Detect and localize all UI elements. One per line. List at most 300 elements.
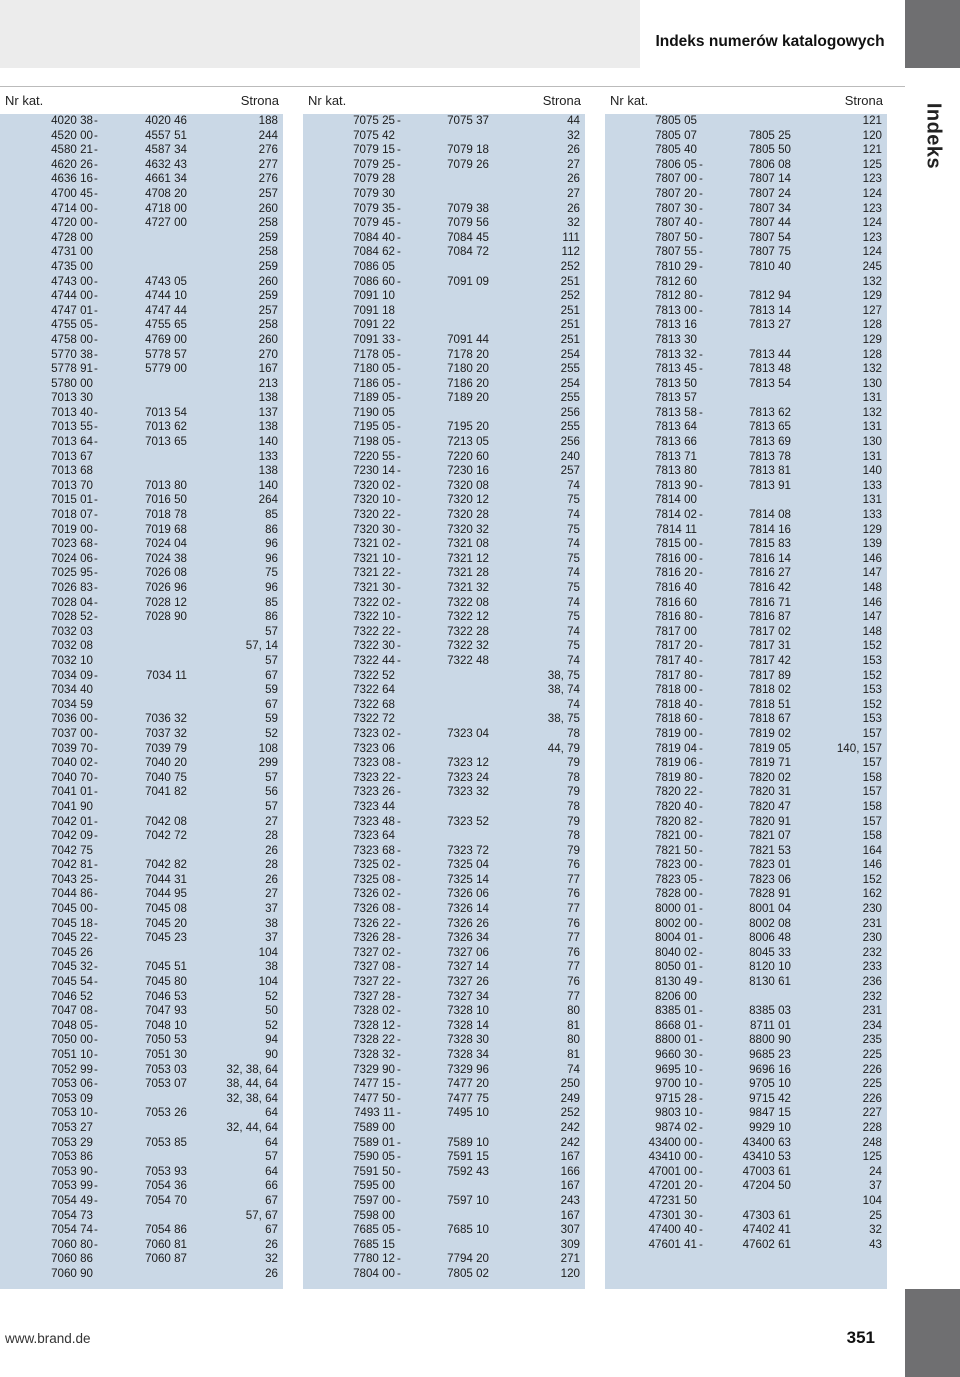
index-row (0, 1267, 283, 1282)
range-separator: - (699, 1106, 703, 1120)
catalog-number-start: 7042 81 (51, 858, 93, 872)
index-row (303, 960, 585, 975)
index-row (303, 304, 585, 319)
catalog-number-end: 7813 54 (749, 376, 791, 390)
catalog-number-start: 7043 25 (51, 872, 93, 886)
index-row (605, 552, 887, 567)
page-reference: 27 (265, 814, 278, 828)
index-row (0, 712, 283, 727)
index-row (0, 581, 283, 596)
page-reference: 260 (258, 201, 278, 215)
range-separator: - (397, 1077, 401, 1091)
index-row (605, 479, 887, 494)
range-separator: - (699, 858, 703, 872)
page-reference: 75 (567, 522, 580, 536)
page-reference: 75 (567, 639, 580, 653)
index-row (605, 114, 887, 129)
catalog-number-start: 47301 30 (648, 1208, 697, 1222)
page-reference: 124 (862, 245, 882, 259)
catalog-number-start: 7813 00 (655, 303, 697, 317)
catalog-number-end: 7322 32 (447, 639, 489, 653)
page-reference: 139 (862, 537, 882, 551)
index-row (0, 946, 283, 961)
page-reference: 129 (862, 289, 882, 303)
catalog-number-end: 7813 48 (749, 362, 791, 376)
index-row (605, 158, 887, 173)
page-reference: 76 (567, 916, 580, 930)
index-row (0, 508, 283, 523)
catalog-number-end: 7189 20 (447, 391, 489, 405)
catalog-number-end: 7328 30 (447, 1033, 489, 1047)
catalog-number-end: 7013 62 (145, 420, 187, 434)
page-reference: 162 (862, 887, 882, 901)
catalog-number-start: 8206 00 (655, 989, 697, 1003)
range-separator: - (397, 157, 401, 171)
page-reference: 213 (258, 376, 278, 390)
index-row (605, 406, 887, 421)
catalog-number-start: 7591 50 (353, 1164, 395, 1178)
catalog-number-start: 7817 40 (655, 653, 697, 667)
index-row (303, 1223, 585, 1238)
range-separator: - (94, 668, 98, 682)
page-reference: 234 (862, 1018, 882, 1032)
page-reference: 132 (862, 274, 882, 288)
index-row (303, 654, 585, 669)
catalog-number-end: 5779 00 (145, 362, 187, 376)
range-separator: - (699, 1164, 703, 1178)
catalog-number-end: 8711 01 (749, 1018, 791, 1032)
column-header-page: Strona (844, 93, 883, 108)
index-row (605, 1136, 887, 1151)
index-row (605, 829, 887, 844)
catalog-number-start: 7025 95 (51, 566, 93, 580)
index-row (605, 771, 887, 786)
catalog-number-end: 7079 38 (447, 201, 489, 215)
page-reference: 75 (567, 581, 580, 594)
page-reference: 148 (862, 624, 882, 638)
index-row (0, 1048, 283, 1063)
index-row (0, 1077, 283, 1092)
page-reference: 57 (265, 624, 278, 638)
page-reference: 75 (567, 551, 580, 565)
index-row (303, 420, 585, 435)
catalog-number-end: 7047 93 (145, 1004, 187, 1018)
page-reference: 167 (258, 362, 278, 376)
catalog-number-end: 7328 14 (447, 1018, 489, 1032)
catalog-number-end: 9847 15 (749, 1106, 791, 1120)
index-row (0, 362, 283, 377)
page-reference: 79 (567, 785, 580, 799)
index-row (303, 566, 585, 581)
index-row (0, 800, 283, 815)
page-reference: 270 (258, 347, 278, 361)
index-row (605, 143, 887, 158)
page-reference: 264 (258, 493, 278, 507)
range-separator: - (94, 186, 98, 200)
index-row (0, 202, 283, 217)
catalog-number-end: 7818 02 (749, 683, 791, 697)
index-row (0, 1194, 283, 1209)
index-row (303, 698, 585, 713)
page-reference: 25 (869, 1208, 882, 1222)
page-reference: 44 (567, 114, 580, 127)
catalog-number-start: 8668 01 (655, 1018, 697, 1032)
index-row (605, 523, 887, 538)
catalog-number-start: 7813 45 (655, 362, 697, 376)
index-row (605, 596, 887, 611)
page-reference: 86 (265, 522, 278, 536)
catalog-number-end: 4744 10 (145, 289, 187, 303)
catalog-number-start: 7813 64 (655, 420, 697, 434)
catalog-number-end: 7050 53 (145, 1033, 187, 1047)
index-row (0, 406, 283, 421)
catalog-number-start: 7819 00 (655, 726, 697, 740)
index-row (303, 581, 585, 596)
range-separator: - (94, 143, 98, 157)
index-row (0, 304, 283, 319)
page-reference: 243 (560, 1193, 580, 1207)
range-separator: - (397, 347, 401, 361)
index-row (303, 1048, 585, 1063)
page-reference: 67 (265, 697, 278, 711)
page-reference: 74 (567, 1062, 580, 1076)
index-row (0, 1063, 283, 1078)
range-separator: - (699, 785, 703, 799)
catalog-number-start: 7323 26 (353, 785, 395, 799)
catalog-number-end: 7805 02 (447, 1266, 489, 1280)
catalog-number-start: 7195 05 (353, 420, 395, 434)
page-reference: 257 (560, 464, 580, 478)
catalog-number-end: 7813 78 (749, 449, 791, 463)
catalog-number-start: 7053 90 (51, 1164, 93, 1178)
catalog-number-end: 7807 44 (749, 216, 791, 230)
range-separator: - (94, 216, 98, 230)
page-reference: 259 (258, 289, 278, 303)
range-separator: - (397, 449, 401, 463)
catalog-number-end: 7592 43 (447, 1164, 489, 1178)
index-row (303, 348, 585, 363)
catalog-number-start: 7328 12 (353, 1018, 395, 1032)
catalog-number-start: 7320 30 (353, 522, 395, 536)
catalog-number-end: 7325 14 (447, 872, 489, 886)
page-reference: 140, 157 (836, 741, 882, 755)
catalog-number-start: 4520 00 (51, 128, 93, 142)
index-row (0, 158, 283, 173)
catalog-number-start: 7477 50 (353, 1091, 395, 1105)
catalog-number-start: 7816 40 (655, 581, 697, 594)
index-row (605, 435, 887, 450)
range-separator: - (699, 931, 703, 945)
range-separator: - (397, 1150, 401, 1164)
catalog-number-start: 7323 06 (353, 741, 395, 755)
catalog-number-start: 7326 02 (353, 887, 395, 901)
range-separator: - (94, 1223, 98, 1237)
catalog-number-end: 9929 10 (749, 1120, 791, 1134)
range-separator: - (94, 420, 98, 434)
page-reference: 78 (567, 799, 580, 813)
index-row (605, 625, 887, 640)
page-reference: 129 (862, 332, 882, 346)
catalog-number-end: 7053 26 (145, 1106, 187, 1120)
catalog-number-end: 7810 40 (749, 259, 791, 273)
range-separator: - (397, 551, 401, 565)
page-reference: 245 (862, 259, 882, 273)
catalog-number-start: 7091 10 (353, 289, 395, 303)
range-separator: - (699, 1004, 703, 1018)
catalog-number-end: 9705 10 (749, 1077, 791, 1091)
page-reference: 166 (560, 1164, 580, 1178)
catalog-number-end: 7084 72 (447, 245, 489, 259)
catalog-number-end: 7477 75 (447, 1091, 489, 1105)
index-row (303, 406, 585, 421)
index-row (605, 1165, 887, 1180)
index-row (605, 450, 887, 465)
range-separator: - (699, 537, 703, 551)
catalog-number-start: 7079 15 (353, 143, 395, 157)
index-row (0, 479, 283, 494)
page-reference: 258 (258, 216, 278, 230)
catalog-number-end: 7013 65 (145, 435, 187, 449)
range-separator: - (94, 581, 98, 594)
page-reference: 152 (862, 639, 882, 653)
index-row (303, 844, 585, 859)
page-reference: 147 (862, 610, 882, 624)
catalog-number-end: 7042 82 (145, 858, 187, 872)
page-reference: 250 (560, 1077, 580, 1091)
range-separator: - (94, 595, 98, 609)
page-reference: 133 (862, 508, 882, 522)
catalog-number-end: 4632 43 (145, 157, 187, 171)
catalog-number-start: 7597 00 (353, 1193, 395, 1207)
catalog-number-end: 7040 75 (145, 770, 187, 784)
page-reference: 26 (265, 1266, 278, 1280)
catalog-number-start: 7322 30 (353, 639, 395, 653)
range-separator: - (699, 945, 703, 959)
page-reference: 147 (862, 566, 882, 580)
catalog-number-start: 7054 49 (51, 1193, 93, 1207)
index-row (605, 289, 887, 304)
page-reference: 152 (862, 872, 882, 886)
range-separator: - (699, 756, 703, 770)
catalog-number-start: 7326 22 (353, 916, 395, 930)
page-reference: 38, 75 (547, 668, 580, 682)
catalog-number-end: 7042 72 (145, 829, 187, 843)
page-reference: 38, 75 (547, 712, 580, 726)
catalog-number-start: 7052 99 (51, 1062, 93, 1076)
catalog-number-start: 7028 52 (51, 610, 93, 624)
index-row (303, 712, 585, 727)
index-row (303, 990, 585, 1005)
index-row (0, 391, 283, 406)
catalog-number-end: 7036 32 (145, 712, 187, 726)
index-row (0, 669, 283, 684)
catalog-number-end: 47003 61 (742, 1164, 791, 1178)
catalog-number-start: 7075 25 (353, 114, 395, 127)
page-reference: 258 (258, 245, 278, 259)
catalog-number-end: 7816 42 (749, 581, 791, 594)
page-reference: 74 (567, 508, 580, 522)
range-separator: - (397, 653, 401, 667)
index-row (605, 946, 887, 961)
catalog-number-end: 7195 20 (447, 420, 489, 434)
range-separator: - (699, 1033, 703, 1047)
range-separator: - (397, 216, 401, 230)
index-row (0, 377, 283, 392)
catalog-number-end: 4743 05 (145, 274, 187, 288)
page-reference: 77 (567, 960, 580, 974)
catalog-number-start: 8130 49 (655, 975, 697, 989)
catalog-number-start: 7042 75 (51, 843, 93, 857)
index-row (303, 1004, 585, 1019)
catalog-number-start: 7820 22 (655, 785, 697, 799)
page-reference: 242 (560, 1120, 580, 1134)
catalog-number-end: 7013 54 (145, 405, 187, 419)
catalog-number-start: 43410 00 (648, 1150, 697, 1164)
index-row (605, 260, 887, 275)
catalog-number-start: 7320 02 (353, 478, 395, 492)
page-reference: 90 (265, 1048, 278, 1061)
range-separator: - (397, 464, 401, 478)
index-row (0, 844, 283, 859)
range-separator: - (397, 1091, 401, 1105)
page-reference: 76 (567, 858, 580, 872)
page-reference: 242 (560, 1135, 580, 1149)
catalog-number-end: 8045 33 (749, 945, 791, 959)
index-row (605, 129, 887, 144)
catalog-number-end: 47402 41 (742, 1223, 791, 1237)
page-reference: 81 (567, 1048, 580, 1061)
range-separator: - (94, 931, 98, 945)
range-separator: - (94, 1062, 98, 1076)
index-row (605, 960, 887, 975)
catalog-number-end: 7091 09 (447, 274, 489, 288)
page-reference: 24 (869, 1164, 882, 1178)
index-row (605, 231, 887, 246)
catalog-number-start: 7086 05 (353, 259, 395, 273)
index-row (303, 1194, 585, 1209)
catalog-number-start: 7045 22 (51, 931, 93, 945)
catalog-number-end: 7477 20 (447, 1077, 489, 1091)
index-row (303, 829, 585, 844)
page-reference: 64 (265, 1135, 278, 1149)
range-separator: - (397, 858, 401, 872)
catalog-number-end: 7054 70 (145, 1193, 187, 1207)
catalog-number-end: 7046 53 (145, 989, 187, 1003)
index-row (0, 1004, 283, 1019)
catalog-number-start: 7220 55 (353, 449, 395, 463)
range-separator: - (699, 814, 703, 828)
range-separator: - (94, 201, 98, 215)
page-reference: 125 (862, 1150, 882, 1164)
index-row (0, 333, 283, 348)
page-reference: 57 (265, 653, 278, 667)
page-reference: 74 (567, 697, 580, 711)
index-row (605, 610, 887, 625)
index-row (605, 1223, 887, 1238)
catalog-number-start: 7322 02 (353, 595, 395, 609)
catalog-number-end: 7013 80 (145, 478, 187, 492)
page-header (0, 0, 960, 68)
index-row (303, 873, 585, 888)
catalog-number-start: 7045 26 (51, 945, 93, 959)
catalog-number-end: 7597 10 (447, 1193, 489, 1207)
index-row (605, 508, 887, 523)
page-reference: 104 (258, 975, 278, 989)
catalog-number-start: 7814 00 (655, 493, 697, 507)
index-row (0, 1121, 283, 1136)
catalog-number-end: 7817 42 (749, 653, 791, 667)
catalog-number-start: 7813 57 (655, 391, 697, 405)
catalog-number-start: 7329 90 (353, 1062, 395, 1076)
index-row (605, 391, 887, 406)
page-reference: 26 (265, 843, 278, 857)
index-row (605, 202, 887, 217)
range-separator: - (397, 1004, 401, 1018)
catalog-number-end: 7178 20 (447, 347, 489, 361)
catalog-number-end: 7321 32 (447, 581, 489, 594)
index-row (0, 873, 283, 888)
range-separator: - (397, 989, 401, 1003)
page-reference: 133 (862, 478, 882, 492)
range-separator: - (94, 1164, 98, 1178)
index-row (605, 187, 887, 202)
catalog-number-end: 7320 32 (447, 522, 489, 536)
page-reference: 235 (862, 1033, 882, 1047)
page-reference: 64 (265, 1164, 278, 1178)
index-row (0, 625, 283, 640)
catalog-number-start: 7813 71 (655, 449, 697, 463)
catalog-number-start: 7013 68 (51, 464, 93, 478)
page-reference: 57, 67 (245, 1208, 278, 1222)
catalog-number-end: 7045 80 (145, 975, 187, 989)
range-separator: - (699, 245, 703, 259)
range-separator: - (397, 478, 401, 492)
range-separator: - (397, 726, 401, 740)
catalog-number-start: 7178 05 (353, 347, 395, 361)
page-reference: 164 (862, 843, 882, 857)
page-reference: 130 (862, 376, 882, 390)
range-separator: - (397, 1033, 401, 1047)
range-separator: - (699, 1077, 703, 1091)
range-separator: - (94, 493, 98, 507)
range-separator: - (397, 391, 401, 405)
index-row (605, 1063, 887, 1078)
catalog-number-start: 7321 30 (353, 581, 395, 594)
index-row (303, 887, 585, 902)
catalog-number-end: 7323 72 (447, 843, 489, 857)
catalog-number-end: 7813 62 (749, 405, 791, 419)
range-separator: - (94, 157, 98, 171)
catalog-number-end: 7040 20 (145, 756, 187, 770)
catalog-number-start: 7589 01 (353, 1135, 395, 1149)
page-reference: 32 (567, 128, 580, 142)
page-reference: 152 (862, 668, 882, 682)
range-separator: - (397, 843, 401, 857)
catalog-number-start: 7590 05 (353, 1150, 395, 1164)
catalog-number-start: 7015 01 (51, 493, 93, 507)
catalog-number-end: 7327 14 (447, 960, 489, 974)
catalog-number-start: 7807 20 (655, 186, 697, 200)
catalog-number-start: 7040 02 (51, 756, 93, 770)
catalog-number-start: 7817 00 (655, 624, 697, 638)
index-row (605, 464, 887, 479)
catalog-number-end: 7818 51 (749, 697, 791, 711)
page-reference: 121 (862, 143, 882, 157)
page-reference: 27 (265, 887, 278, 901)
page-reference: 38, 74 (547, 683, 580, 697)
catalog-number-end: 7180 20 (447, 362, 489, 376)
range-separator: - (699, 726, 703, 740)
